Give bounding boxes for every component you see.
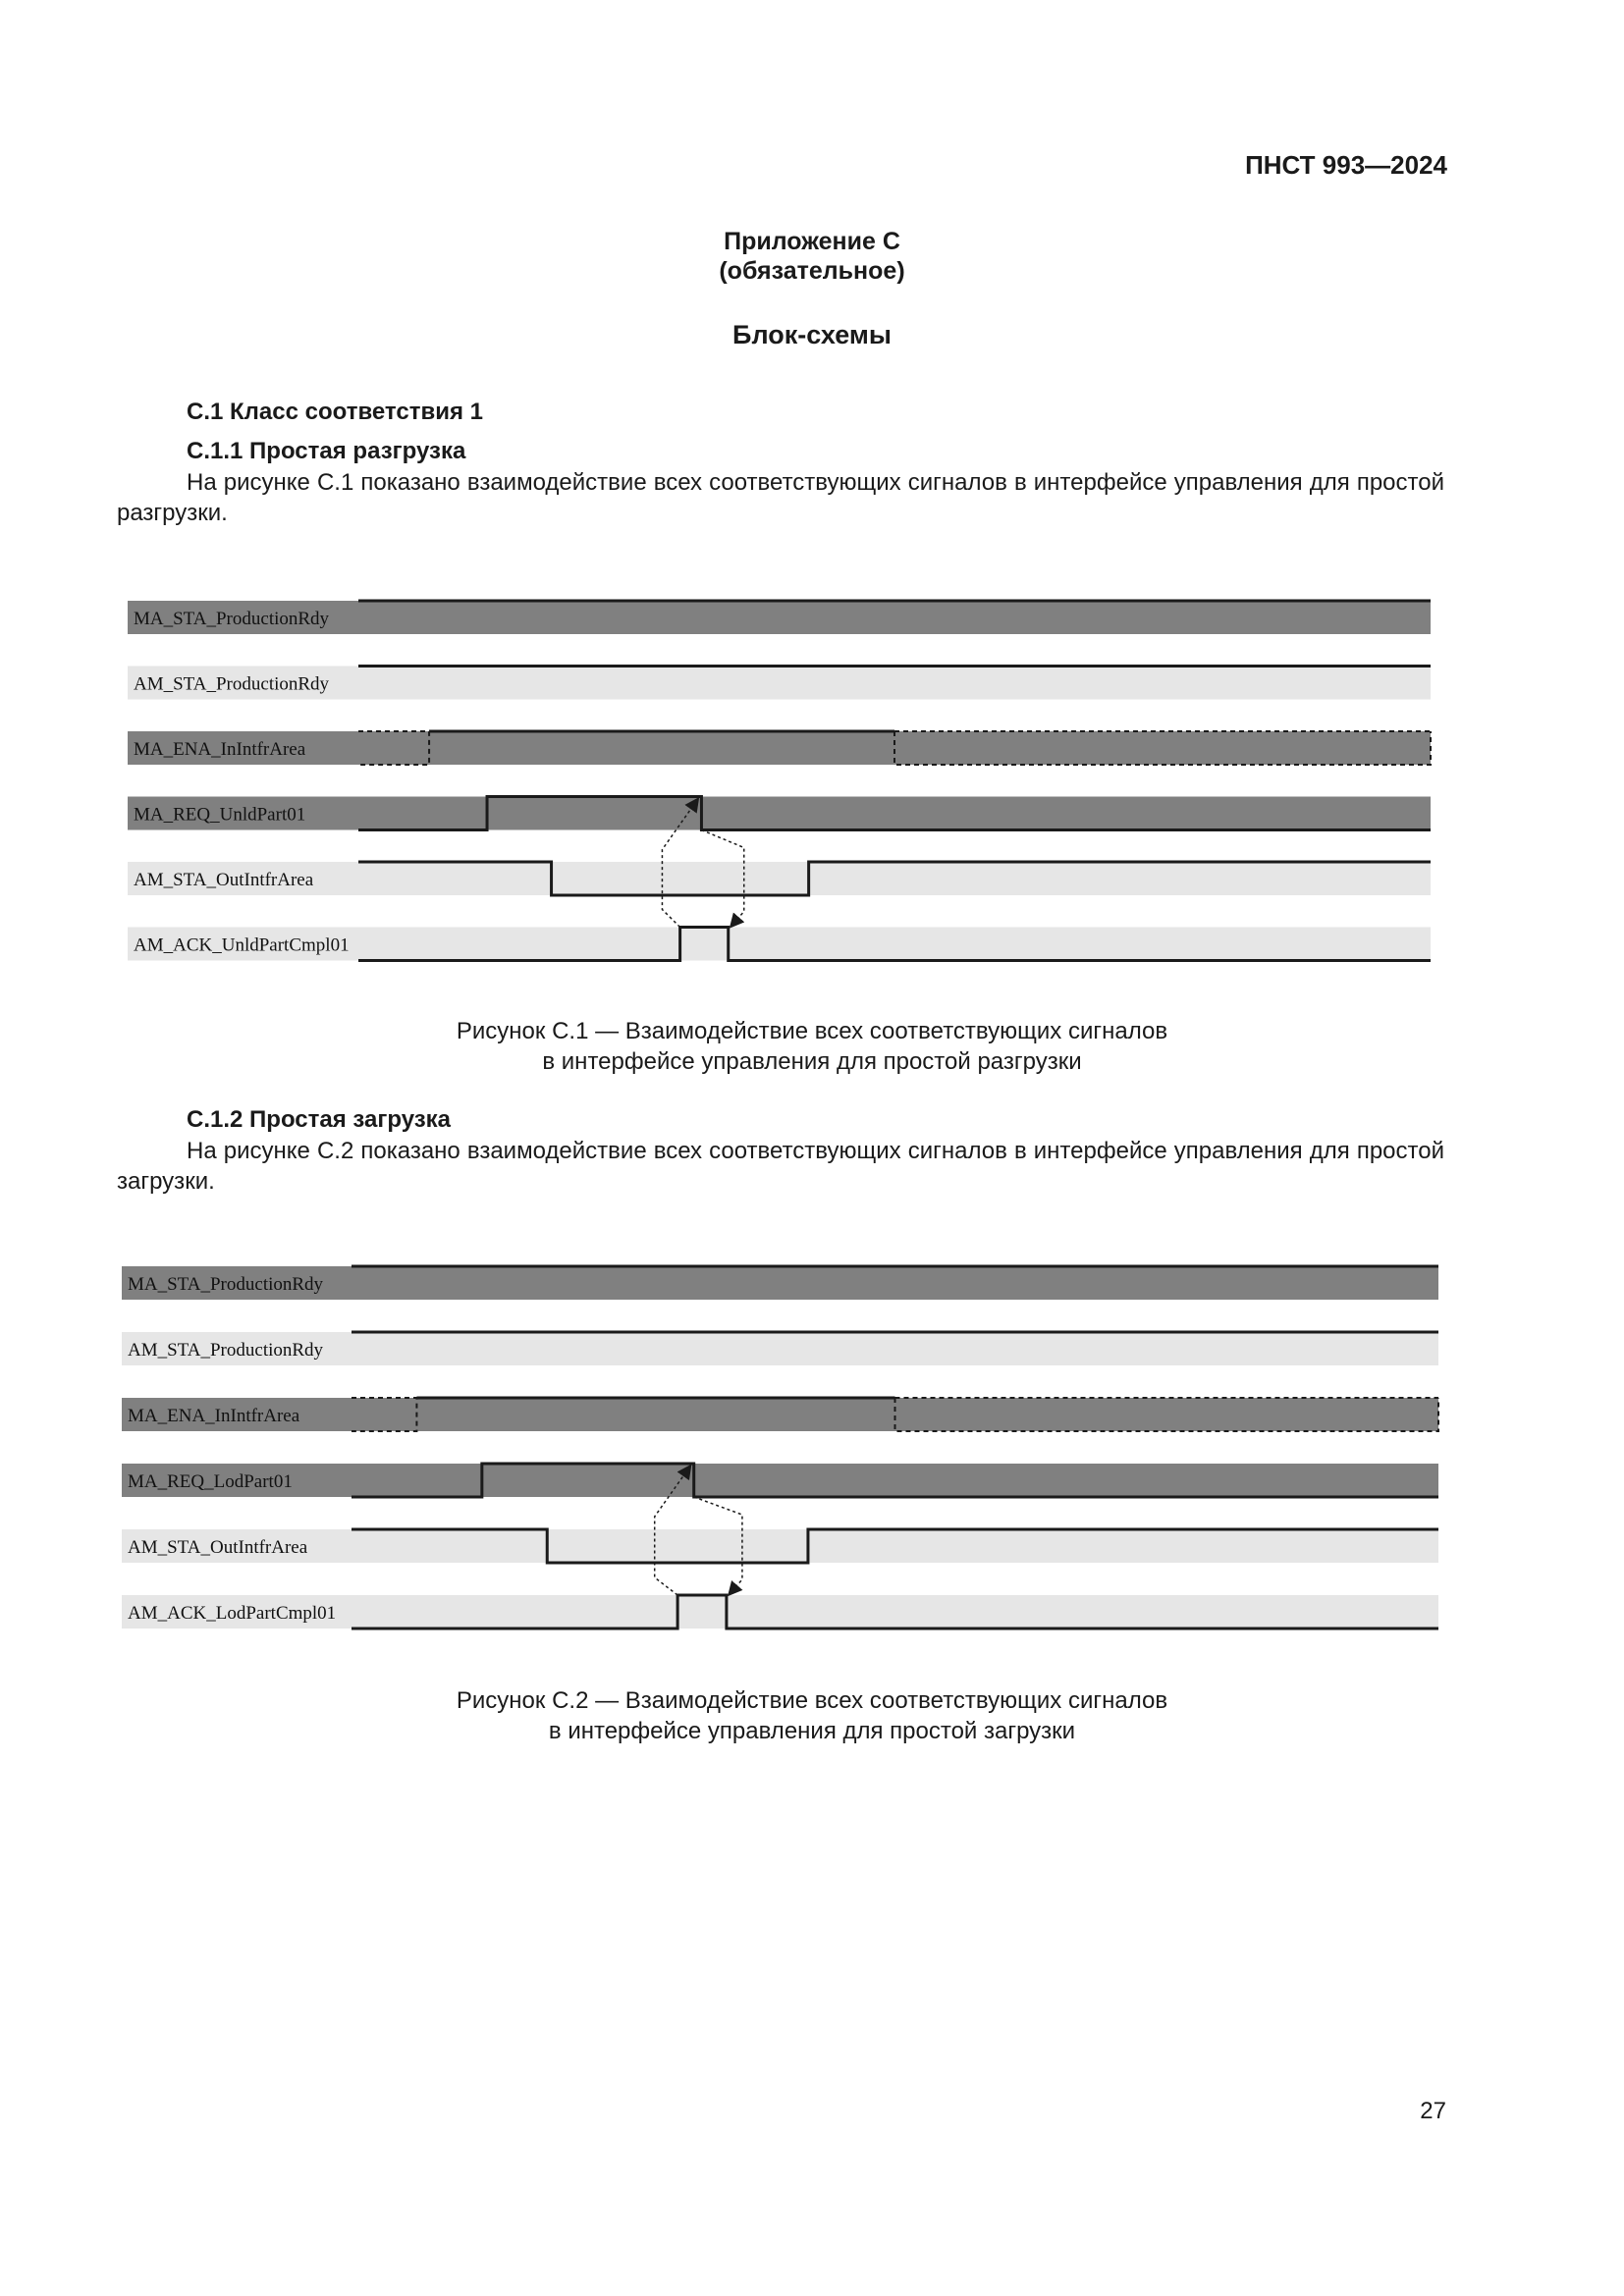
- signal-label: MA_ENA_InIntfrArea: [128, 1406, 300, 1426]
- subsection-c12-paragraph: На рисунке С.2 показано взаимодействие всех соответствующих сигналов в интерфейсе управления для простой загрузки.: [117, 1138, 1444, 1195]
- signal-row: [128, 731, 1431, 765]
- signal-lane: [122, 1464, 1438, 1497]
- appendix-subtitle: (обязательное): [719, 257, 905, 285]
- figure-c1-caption-line1: Рисунок С.1 — Взаимодействие всех соответствующих сигналов: [456, 1018, 1168, 1044]
- section-title: Блок-схемы: [732, 320, 892, 349]
- signal-row: [122, 1398, 1438, 1431]
- figure-c2-caption-line2: в интерфейсе управления для простой загрузки: [548, 1718, 1076, 1744]
- signal-row: [122, 1464, 1438, 1497]
- signal-row: [122, 1529, 1438, 1563]
- signal-row: [128, 601, 1431, 634]
- timing-diagram-fig1: [0, 589, 1624, 982]
- signal-label: MA_REQ_UnldPart01: [134, 804, 306, 826]
- signal-label: MA_ENA_InIntfrArea: [134, 739, 306, 760]
- signal-row: [128, 928, 1431, 961]
- page-number: 27: [1420, 2098, 1446, 2124]
- signal-label: AM_STA_OutIntfrArea: [134, 870, 314, 890]
- signal-lane: [122, 1529, 1438, 1563]
- signal-label: AM_ACK_LodPartCmpl01: [128, 1603, 337, 1624]
- signal-label: MA_STA_ProductionRdy: [134, 609, 330, 629]
- signal-label: AM_STA_OutIntfrArea: [128, 1537, 308, 1558]
- subsection-c11-paragraph: На рисунке С.1 показано взаимодействие всех соответствующих сигналов в интерфейсе управления для простой разгрузки.: [117, 469, 1444, 526]
- signal-row: [122, 1266, 1438, 1300]
- signal-row: [128, 862, 1431, 895]
- figure-c2-caption-line1: Рисунок С.2 — Взаимодействие всех соответствующих сигналов: [456, 1687, 1168, 1714]
- signal-lane: [128, 797, 1431, 830]
- signal-label: MA_REQ_LodPart01: [128, 1471, 293, 1492]
- signal-lane: [128, 731, 1431, 765]
- signal-label: AM_STA_ProductionRdy: [134, 673, 330, 695]
- figure-c1-caption-line2: в интерфейсе управления для простой разгрузки: [542, 1048, 1082, 1075]
- signal-row: [122, 1595, 1438, 1629]
- timing-diagram-fig2: [0, 1256, 1624, 1649]
- signal-row: [122, 1332, 1438, 1365]
- signal-lane: [122, 1398, 1438, 1431]
- appendix-title: Приложение С: [724, 228, 900, 255]
- signal-label: AM_ACK_UnldPartCmpl01: [134, 934, 350, 956]
- subsection-c11-heading: С.1.1 Простая разгрузка: [187, 438, 466, 464]
- signal-label: MA_STA_ProductionRdy: [128, 1274, 324, 1295]
- standard-code: ПНСТ 993—2024: [1245, 150, 1447, 180]
- signal-label: AM_STA_ProductionRdy: [128, 1340, 324, 1361]
- section-c1-heading: С.1 Класс соответствия 1: [187, 399, 483, 425]
- signal-lane: [128, 862, 1431, 895]
- signal-row: [128, 797, 1431, 830]
- signal-row: [128, 667, 1431, 700]
- subsection-c12-heading: С.1.2 Простая загрузка: [187, 1106, 452, 1133]
